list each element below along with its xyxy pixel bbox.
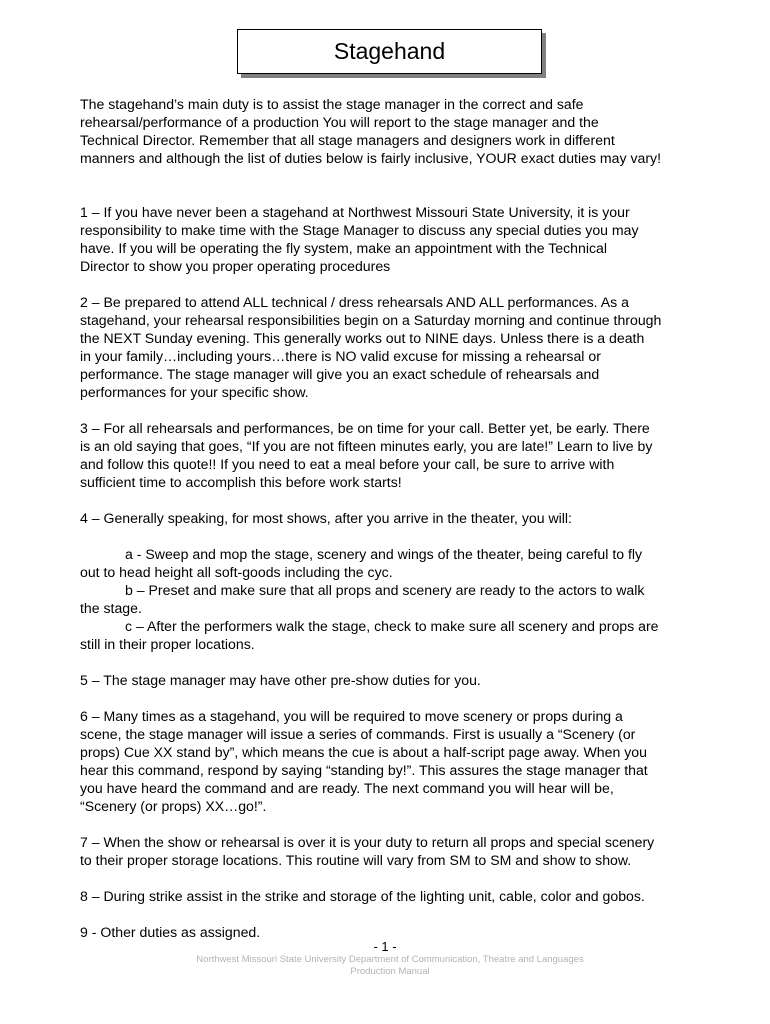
page-number: - 1 - <box>373 939 397 954</box>
duty-item-4: 4 – Generally speaking, for most shows, after you arrive in the theater, you will: <box>80 510 572 526</box>
duty-subitem-c: c – After the performers walk the stage, check to make sure all scenery and props are still in their proper locations. <box>80 618 659 652</box>
duty-item-3: 3 – For all rehearsals and performances, be on time for your call. Better yet, be early. There is an old saying that goes, “If you are not fifteen minutes early, you are late!” Learn to live by and follow this quote!! If you need to eat a meal before your call, be sure to arrive with sufficient time to accomplish this before work starts! <box>80 420 653 490</box>
duty-item-2: 2 – Be prepared to attend ALL technical / dress rehearsals AND ALL performances. As a stagehand, your rehearsal responsibilities begin on a Saturday morning and continue through the NEXT Sunday evening. This generally works out to NINE days. Unless there is a death in your family…including yours…there is NO valid excuse for missing a rehearsal or performance. The stage manager will give you an exact schedule of rehearsals and performances for your specific show. <box>80 294 662 400</box>
duty-item-1: 1 – If you have never been a stagehand at Northwest Missouri State University, it is your responsibility to make time with the Stage Manager to discuss any special duties you may have. If you will be operating the fly system, make an appointment with the Technical Director to show you proper operating procedures <box>80 204 639 274</box>
duty-item-7: 7 – When the show or rehearsal is over it is your duty to return all props and special scenery to their proper storage locations. This routine will vary from SM to SM and show to show. <box>80 834 655 868</box>
title-box <box>237 29 542 74</box>
spacer <box>80 815 705 833</box>
duty-subitem-b: b – Preset and make sure that all props and scenery are ready to the actors to walk the stage. <box>80 582 645 616</box>
footer <box>0 954 770 978</box>
spacer <box>80 869 705 887</box>
spacer <box>80 167 705 203</box>
spacer <box>80 527 705 545</box>
spacer <box>80 401 705 419</box>
page-title: Stagehand <box>333 38 446 64</box>
footer-department: Northwest Missouri State University Department of Communication, Theatre and Languages <box>196 954 584 965</box>
duty-subitem-a: a - Sweep and mop the stage, scenery and wings of the theater, being careful to fly out to head height all soft-goods including the cyc. <box>80 546 643 580</box>
document-body <box>80 95 705 941</box>
intro-paragraph: The stagehand’s main duty is to assist the stage manager in the correct and safe rehearsal/performance of a production You will report to the stage manager and the Technical Director. Remember that all stage managers and designers work in different manners and although the list of duties below is fairly inclusive, YOUR exact duties may vary! <box>80 96 661 166</box>
duty-item-5: 5 – The stage manager may have other pre-show duties for you. <box>80 672 481 688</box>
duty-item-6: 6 – Many times as a stagehand, you will be required to move scenery or props during a scene, the stage manager will issue a series of commands. First is usually a “Scenery (or props) Cue XX stand by”, which means the cue is about a half-script page away. When you hear this command, respond by saying “standing by!”. This assures the stage manager that you have heard the command and are ready. The next command you will hear will be, “Scenery (or props) XX…go!”. <box>80 708 648 814</box>
spacer <box>80 689 705 707</box>
footer-manual: Production Manual <box>350 966 430 977</box>
duty-item-8: 8 – During strike assist in the strike and storage of the lighting unit, cable, color and gobos. <box>80 888 645 904</box>
spacer <box>80 653 705 671</box>
spacer <box>80 905 705 923</box>
spacer <box>80 275 705 293</box>
spacer <box>80 491 705 509</box>
duty-item-9: 9 - Other duties as assigned. <box>80 924 261 940</box>
